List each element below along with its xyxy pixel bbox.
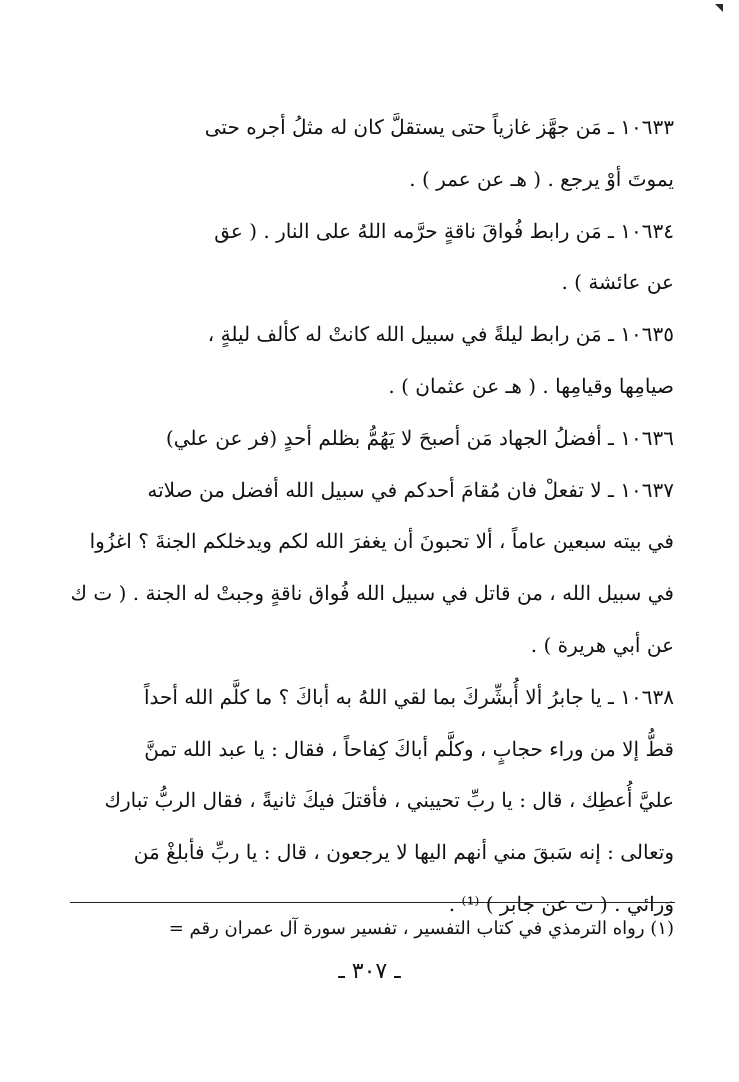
text-line: ١٠٦٣٤ ـ مَن رابط فُواقَ ناقةٍ حرَّمه اللهُ على النار . ( عق <box>214 218 674 243</box>
text-line: ١٠٦٣٣ ـ مَن جهَّز غازياً حتى يستقلَّ كان له مثلُ أجره حتى <box>204 115 674 139</box>
text-line: في سبيل الله ، من قاتل في سبيل الله فُواق ناقةٍ وجبتْ له الجنة . ( ت ك <box>70 581 674 606</box>
page-body <box>70 102 674 931</box>
text-line: عن عائشة ) . <box>561 270 674 295</box>
footnote: (١) رواه الترمذي في كتاب التفسير ، تفسير سورة آل عمران رقم = <box>168 918 674 939</box>
text-line: ١٠٦٣٦ ـ أفضلُ الجهاد مَن أصبحَ لا يَهُمُّ بظلم أحدٍ (فر عن علي) <box>165 425 674 450</box>
text-line: عليَّ أُعطِك ، قال : يا ربِّ تحييني ، فأقتلَ فيكَ ثانيةً ، فقال الربُّ تبارك <box>104 788 674 813</box>
text-line: في بيته سبعين عاماً ، ألا تحبونَ أن يغفرَ الله لكم ويدخلكم الجنةَ ؟ اغزُوا <box>89 529 674 554</box>
text-line: ١٠٦٣٧ ـ لا تفعلْ فان مُقامَ أحدكم في سبيل الله أفضل من صلاته <box>147 477 674 502</box>
corner-mark <box>715 4 723 12</box>
text-line: ١٠٦٣٥ ـ مَن رابط ليلةً في سبيل الله كانتْ له كألف ليلةٍ ، <box>207 322 674 347</box>
text-line: صيامِها وقيامِها . ( هـ عن عثمان ) . <box>388 373 674 398</box>
text-line: عن أبي هريرة ) . <box>530 632 674 657</box>
text-line: ١٠٦٣٨ ـ يا جابرُ ألا أُبشِّركَ بما لقي اللهُ به أباكَ ؟ ما كلَّم الله أحداً <box>143 684 674 709</box>
text-line: قطُّ إلا من وراء حجابٍ ، وكلَّم أباكَ كِفاحاً ، فقال : يا عبد الله تمنَّ <box>144 736 674 761</box>
page-number: ـ ٣٠٧ ـ <box>338 959 401 984</box>
footnote-divider <box>70 902 675 903</box>
text-line: يموتَ أوْ يرجع . ( هـ عن عمر ) . <box>409 166 674 191</box>
text-line: وَرائي . ( ت عن جابر ) ⁽¹⁾ . <box>448 891 674 916</box>
text-line: وتعالى : إنه سَبقَ مني أنهم اليها لا يرجعون ، قال : يا ربِّ فأبلغْ مَن <box>133 840 674 865</box>
